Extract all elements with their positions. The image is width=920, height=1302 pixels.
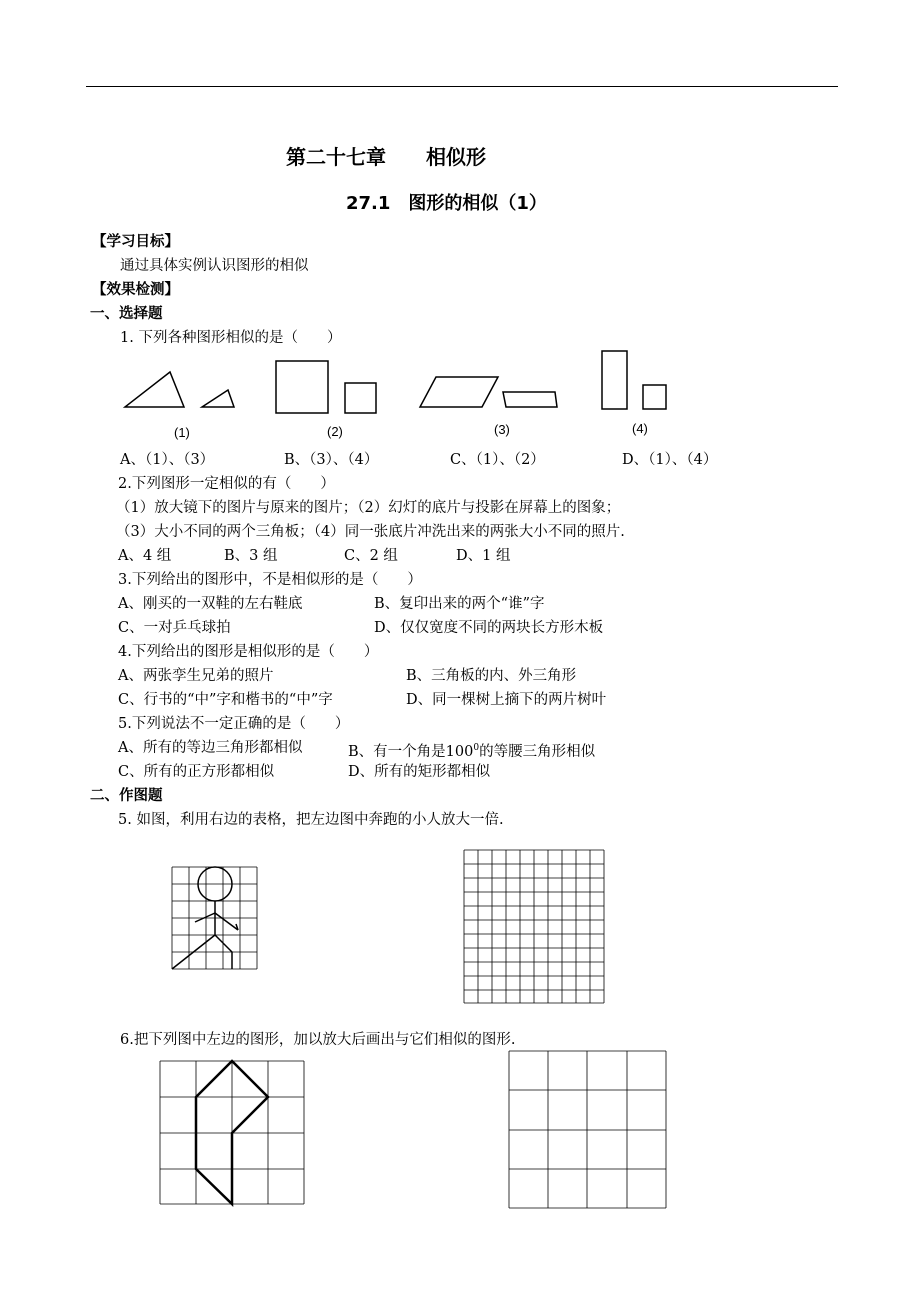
assessment-heading: 【效果检测】 xyxy=(92,282,179,298)
q1-option-b: B、（3）、（4） xyxy=(284,452,379,468)
q5-option-b-number: 100 xyxy=(445,743,474,760)
q2-stem: 2.下列图形一定相似的有（ ） xyxy=(118,476,335,492)
q2-option-b: B、3 组 xyxy=(224,548,278,564)
fig-label-3: (3) xyxy=(494,422,510,437)
q1-stem: 1. 下列各种图形相似的是（ ） xyxy=(120,330,342,346)
enlarge-grid-2 xyxy=(509,1051,666,1208)
q5-option-b-label: B、有一个角是 xyxy=(348,743,446,760)
q5-option-c: C、所有的正方形都相似 xyxy=(118,764,275,780)
q4-option-a: A、两张孪生兄弟的照片 xyxy=(118,668,274,684)
part1-heading: 一、选择题 xyxy=(90,306,163,322)
q5-option-a: A、所有的等边三角形都相似 xyxy=(118,740,303,756)
fig-label-2: (2) xyxy=(327,424,343,439)
q4-option-c: C、行书的“中”字和楷书的“中”字 xyxy=(118,692,333,708)
fig-label-4: (4) xyxy=(632,421,648,436)
q1-option-a: A、（1）、（3） xyxy=(120,452,215,468)
q1-option-c: C、（1）、（2） xyxy=(450,452,545,468)
q5-option-b-degree: 0 xyxy=(473,743,480,753)
q4-stem: 4.下列给出的图形是相似形的是（ ） xyxy=(118,644,379,660)
q2-option-c: C、2 组 xyxy=(344,548,398,564)
q3-option-a: A、刚买的一双鞋的左右鞋底 xyxy=(118,596,303,612)
section-title: 27.1 图形的相似（1） xyxy=(346,193,547,214)
q5-stem: 5.下列说法不一定正确的是（ ） xyxy=(118,716,350,732)
q3-option-d: D、仅仅宽度不同的两块长方形木板 xyxy=(374,620,604,636)
drawing-q6-stem: 6.把下列图中左边的图形，加以放大后画出与它们相似的图形. xyxy=(120,1032,516,1048)
q5-option-d: D、所有的矩形都相似 xyxy=(348,764,491,780)
drawing-q5-stem: 5. 如图，利用右边的表格，把左边图中奔跑的小人放大一倍. xyxy=(118,812,504,828)
q3-stem: 3.下列给出的图形中，不是相似形的是（ ） xyxy=(118,572,422,588)
q2-option-a: A、4 组 xyxy=(118,548,172,564)
q3-option-c: C、一对乒乓球拍 xyxy=(118,620,231,636)
q2-line2: （3）大小不同的两个三角板；（4）同一张底片冲洗出来的两张大小不同的照片. xyxy=(116,524,625,540)
part2-heading: 二、作图题 xyxy=(90,788,163,804)
q5-option-b-rest: 的等腰三角形相似 xyxy=(479,743,596,760)
q2-line1: （1）放大镜下的图片与原来的图片；（2）幻灯的底片与投影在屏幕上的图象； xyxy=(116,500,621,516)
q2-option-d: D、1 组 xyxy=(456,548,511,564)
q4-option-d: D、同一棵树上摘下的两片树叶 xyxy=(406,692,607,708)
q3-option-b: B、复印出来的两个“谁”字 xyxy=(374,596,545,612)
chapter-title: 第二十七章 相似形 xyxy=(286,145,486,169)
objectives-heading: 【学习目标】 xyxy=(92,234,179,250)
enlarge-grid-1 xyxy=(464,850,604,1003)
q1-option-d: D、（1）、（4） xyxy=(622,452,718,468)
q4-option-b: B、三角板的内、外三角形 xyxy=(406,668,577,684)
fig-label-1: (1) xyxy=(174,425,190,440)
objectives-text: 通过具体实例认识图形的相似 xyxy=(120,258,309,274)
